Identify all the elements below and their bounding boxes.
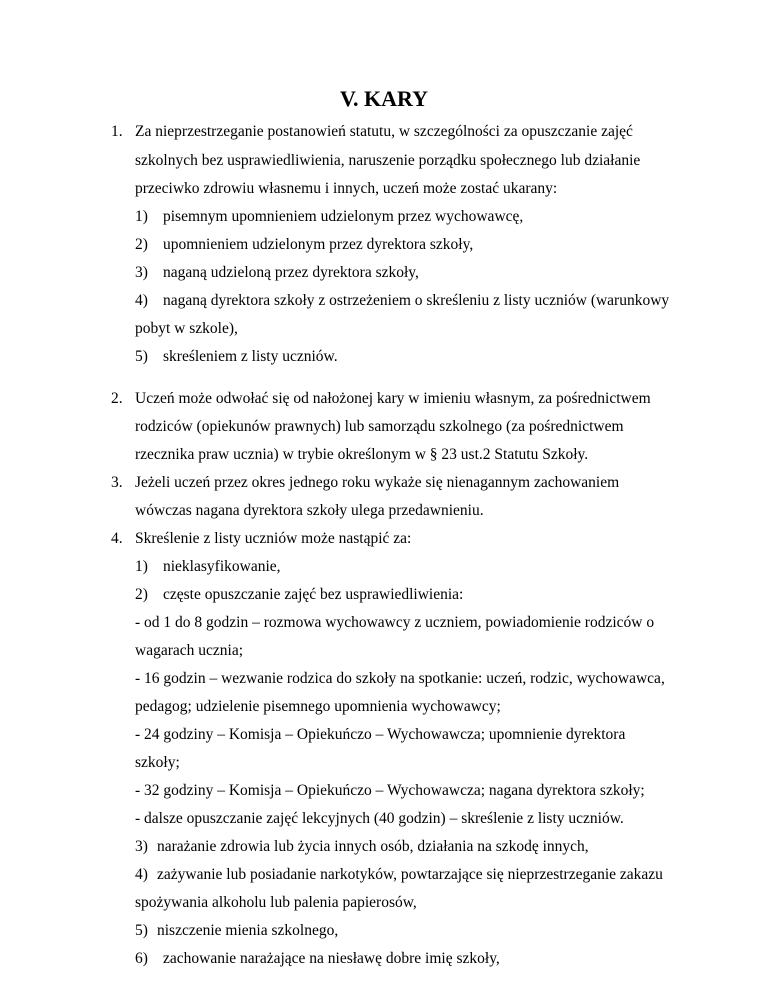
list-item: naganą udzieloną przez dyrektora szkoły, xyxy=(163,264,419,281)
list-item-continuation: spożywania alkoholu lub palenia papierosów, xyxy=(135,894,417,911)
paragraph-line: rodziców (opiekunów prawnych) lub samorządu szkolnego (za pośrednictwem xyxy=(135,418,624,435)
list-item-number: 5) xyxy=(135,348,148,365)
dash-line: - 16 godzin – wezwanie rodzica do szkoły na spotkanie: uczeń, rodzic, wychowawca, xyxy=(135,670,665,687)
list-item: zażywanie lub posiadanie narkotyków, powtarzające się nieprzestrzeganie zakazu xyxy=(157,866,663,883)
dash-line: pedagog; udzielenie pisemnego upomnienia wychowawcy; xyxy=(135,698,501,715)
paragraph-line: Uczeń może odwołać się od nałożonej kary w imieniu własnym, za pośrednictwem xyxy=(135,390,651,407)
dash-line: wagarach ucznia; xyxy=(135,642,244,659)
paragraph-line: wówczas nagana dyrektora szkoły ulega przedawnieniu. xyxy=(135,502,484,519)
list-item-number: 5) xyxy=(135,922,148,939)
paragraph-line: szkolnych bez usprawiedliwienia, naruszenie porządku społecznego lub działanie xyxy=(135,152,641,169)
section-number: 2. xyxy=(111,390,123,407)
list-item-number: 4) xyxy=(135,866,148,883)
paragraph-line: Jeżeli uczeń przez okres jednego roku wykaże się nienagannym zachowaniem xyxy=(135,474,620,491)
section-number: 1. xyxy=(111,123,123,140)
list-item-continuation: pobyt w szkole), xyxy=(135,320,238,337)
section-number: 4. xyxy=(111,530,123,547)
dash-line: - 32 godziny – Komisja – Opiekuńczo – Wychowawcza; nagana dyrektora szkoły; xyxy=(135,782,645,799)
list-item: zachowanie narażające na niesławę dobre imię szkoły, xyxy=(163,950,500,967)
list-item: naganą dyrektora szkoły z ostrzeżeniem o skreśleniu z listy uczniów (warunkowy xyxy=(163,292,670,309)
list-item-number: 6) xyxy=(135,950,148,967)
list-item-number: 2) xyxy=(135,236,148,253)
dash-line: - 24 godziny – Komisja – Opiekuńczo – Wychowawcza; upomnienie dyrektora xyxy=(135,726,626,743)
list-item-number: 4) xyxy=(135,292,148,309)
list-item: upomnieniem udzielonym przez dyrektora szkoły, xyxy=(163,236,474,253)
list-item: pisemnym upomnieniem udzielonym przez wychowawcę, xyxy=(163,208,524,225)
paragraph-line: Za nieprzestrzeganie postanowień statutu, w szczególności za opuszczanie zajęć xyxy=(135,123,633,140)
list-item: skreśleniem z listy uczniów. xyxy=(163,348,338,365)
list-item-number: 3) xyxy=(135,264,148,281)
dash-line: - od 1 do 8 godzin – rozmowa wychowawcy z uczniem, powiadomienie rodziców o xyxy=(135,614,655,631)
dash-line: - dalsze opuszczanie zajęć lekcyjnych (40 godzin) – skreślenie z listy uczniów. xyxy=(135,810,624,827)
list-item-number: 1) xyxy=(135,208,148,225)
list-item-number: 3) xyxy=(135,838,148,855)
list-item: narażanie zdrowia lub życia innych osób, działania na szkodę innych, xyxy=(157,838,589,855)
paragraph-line: rzecznika praw ucznia) w trybie określonym w § 23 ust.2 Statutu Szkoły. xyxy=(135,446,589,463)
dash-line: szkoły; xyxy=(135,754,180,771)
list-item: nieklasyfikowanie, xyxy=(163,558,281,575)
section-number: 3. xyxy=(111,474,123,491)
list-item: częste opuszczanie zajęć bez usprawiedliwienia: xyxy=(163,586,464,603)
paragraph-line: przeciwko zdrowiu własnemu i innych, uczeń może zostać ukarany: xyxy=(135,180,558,197)
page-title: V. KARY xyxy=(339,86,429,111)
list-item-number: 2) xyxy=(135,586,148,603)
list-item: niszczenie mienia szkolnego, xyxy=(157,922,339,939)
list-item-number: 1) xyxy=(135,558,148,575)
paragraph-line: Skreślenie z listy uczniów może nastąpić za: xyxy=(135,530,412,547)
